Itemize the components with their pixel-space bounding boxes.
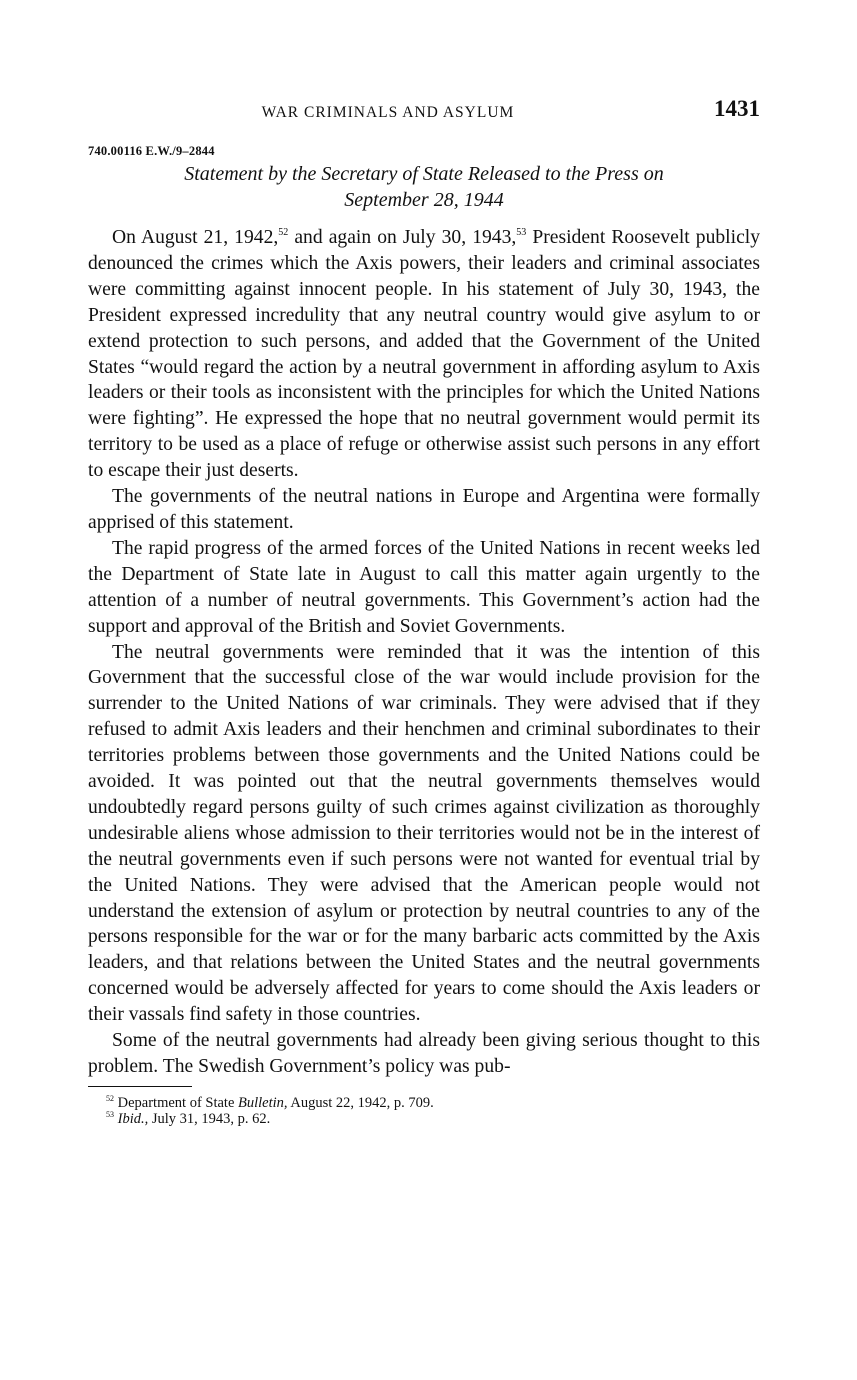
footnote-text: Department of State xyxy=(114,1094,239,1111)
footnote-marker: 52 xyxy=(106,1093,114,1103)
title-line-2: September 28, 1944 xyxy=(344,189,504,211)
paragraph-1-text-b: and again on July 30, 1943, xyxy=(288,227,517,248)
paragraph-5: Some of the neutral governments had already been giving serious thought to this problem. The Swedish Government’s policy was pub- xyxy=(88,1030,760,1077)
title-line-1: Statement by the Secretary of State Released to the Press on xyxy=(184,163,664,185)
file-number: 740.00116 E.W./9–2844 xyxy=(88,144,215,158)
paragraph-1-text-a: On August 21, 1942, xyxy=(112,227,279,248)
paragraph-1 xyxy=(88,225,760,484)
footnote-52 xyxy=(106,1095,760,1111)
footnote-marker: 53 xyxy=(106,1109,114,1119)
paragraph-1-text-c: President Roosevelt publicly denounced the crimes which the Axis powers, their leaders and criminal associates were committing against innocent people. In his statement of July 30, 1943, the President expressed incredulity that any neutral country would give asylum to or extend protection to such persons, and added that the Government of the United States “would regard the action by a neutral government in affording asylum to Axis leaders or their tools as inconsistent with the principles for which the United Nations were fighting”. He expressed the hope that no neutral government would permit its territory to be used as a place of refuge or otherwise assist such persons in any effort to escape their just deserts. xyxy=(88,227,761,482)
paragraph-2: The governments of the neutral nations in Europe and Argentina were formally apprised of this statement. xyxy=(88,486,760,533)
document-page xyxy=(88,96,760,1127)
footnote-text: August 22, 1942, p. 709. xyxy=(287,1094,434,1111)
footnote-divider xyxy=(88,1086,192,1087)
footnote-ref-53: 53 xyxy=(516,227,527,238)
footnote-italic: Ibid., xyxy=(117,1110,149,1127)
paragraph-3: The rapid progress of the armed forces of the United Nations in recent weeks led the Department of State late in August to call this matter again urgently to the attention of a number of neutral governments. This Government’s action had the support and approval of the British and Soviet Governments. xyxy=(88,537,760,637)
page-number: 1431 xyxy=(714,96,760,121)
footnote-ref-52: 52 xyxy=(278,227,289,238)
footnote-text: July 31, 1943, p. 62. xyxy=(148,1110,271,1127)
paragraph-4: The neutral governments were reminded that it was the intention of this Government that the successful close of the war would include provision for the surrender to the United Nations of war criminals. They were advised that if they refused to admit Axis leaders and their henchmen and criminal subordinates to their territories problems between those governments and the United Nations could be avoided. It was pointed out that the neutral governments themselves would undoubtedly regard persons guilty of such crimes against civilization as thoroughly undesirable aliens whose admission to their territories would not be in the interest of the neutral governments even if such persons were not wanted for eventual trial by the United Nations. They were advised that the American people would not understand the extension of asylum or protection by neutral countries to any of the persons responsible for the war or for the many barbaric acts committed by the Axis leaders, and that relations between the United States and the neutral governments concerned would be adversely affected for years to come should the Axis leaders or their vassals find safety in those countries. xyxy=(88,641,760,1026)
running-title: WAR CRIMINALS AND ASYLUM xyxy=(261,104,515,121)
footnote-53 xyxy=(106,1111,760,1127)
running-header xyxy=(88,96,760,136)
footnote-italic: Bulletin, xyxy=(238,1094,288,1111)
footnotes xyxy=(88,1095,760,1127)
body-text xyxy=(88,225,760,1080)
document-title xyxy=(88,161,760,213)
